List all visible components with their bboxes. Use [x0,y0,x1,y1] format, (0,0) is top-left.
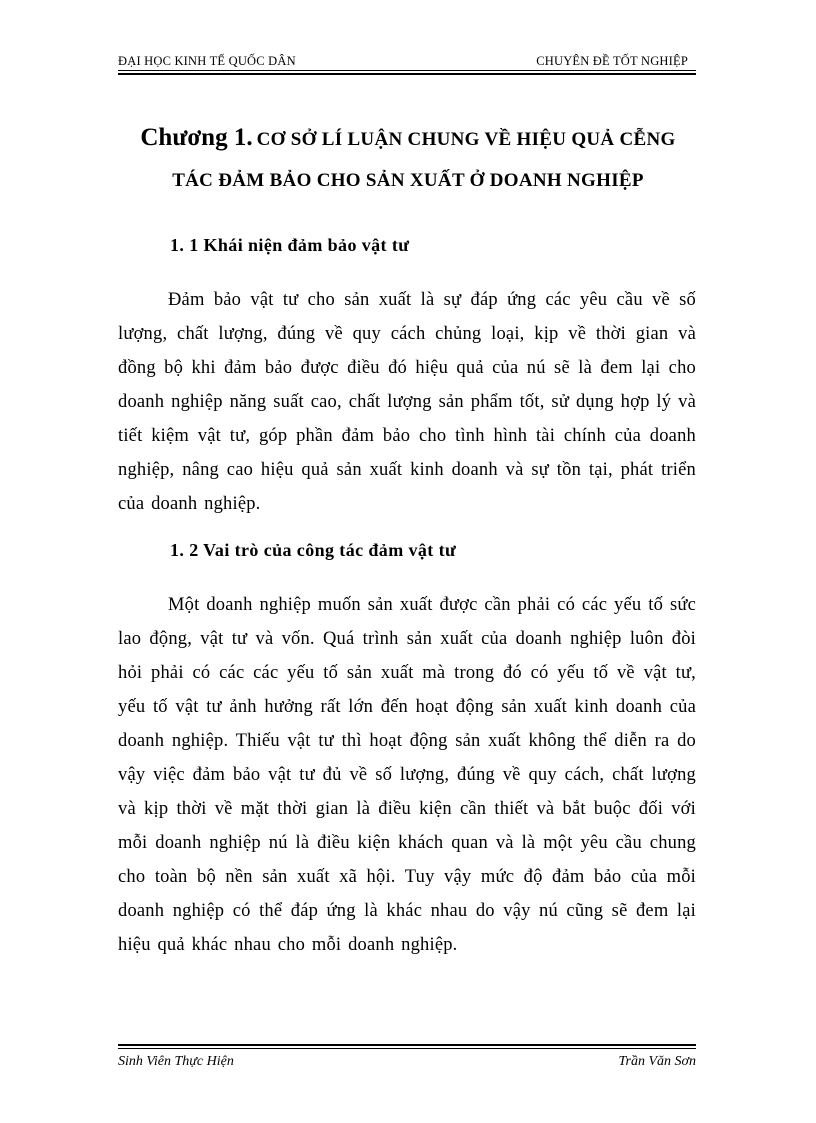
footer-rule-thick [118,1044,696,1046]
section-heading: 1. 1 Khái niện đảm bảo vật tư [170,235,410,255]
section-paragraph: Đảm bảo vật tư cho sản xuất là sự đáp ứng các yêu cầu về số lượng, chất lượng, đúng về quy cách chủng loại, kịp về thời gian và đồng bộ khi đảm bảo được điều đó hiệu quả của nú sẽ là đem lại cho doanh nghiệp năng suất cao, chất lượng sản phẩm tốt, sử dụng hợp lý và tiết kiệm vật tư, góp phần đảm bảo cho tình hình tài chính của doanh nghiệp, nâng cao hiệu quả sản xuất kinh doanh và sự tồn tại, phát triển của doanh nghiệp. [118,290,696,514]
page-header [118,52,696,72]
section-paragraph: Một doanh nghiệp muốn sản xuất được cần phải có các yếu tố sức lao động, vật tư và vốn. Quá trình sản xuất của doanh nghiệp luôn đòi hỏi phải có các các yếu tố sản xuất mà trong đó có yếu tố về vật tư, yếu tố vật tư ảnh hưởng rất lớn đến hoạt động sản xuất kinh doanh của doanh nghiệp. Thiếu vật tư thì hoạt động sản xuất không thể diễn ra do vậy việc đảm bảo vật tư đủ về số lượng, đúng về quy cách, chất lượng và kịp thời về mặt thời gian là điều kiện cần thiết và bắt buộc đối với mỗi doanh nghiệp nú là điều kiện khách quan và là một yêu cầu chung cho toàn bộ nền sản xuất xã hội. Tuy vậy mức độ đảm bảo của mỗi doanh nghiệp có thể đáp ứng là khác nhau do vậy nú cũng sẽ đem lại hiệu quả khác nhau cho mỗi doanh nghiệp. [118,595,696,955]
chapter-title-line2: TÁC ĐẢM BẢO CHO SẢN XUẤT Ở DOANH NGHIỆP [172,170,644,191]
chapter-number: Chương 1. [140,124,253,151]
header-document-type: CHUYÊN ĐỀ TỐT NGHIỆP [536,54,688,68]
footer-rule-thin [118,1048,696,1049]
footer-student-label: Sinh Viên Thực Hiện [118,1054,234,1069]
header-university: ĐẠI HỌC KINH TẾ QUỐC DÂN [118,54,296,68]
chapter-title [118,118,698,202]
footer-author-name: Trần Văn Sơn [618,1054,696,1069]
header-rule-thin [118,70,696,71]
chapter-title-line1: CƠ SỞ LÍ LUẬN CHUNG VỀ HIỆU QUẢ CỄNG [256,129,676,150]
header-rule-thick [118,73,696,75]
section-heading: 1. 2 Vai trò của công tác đảm vật tư [170,540,457,560]
